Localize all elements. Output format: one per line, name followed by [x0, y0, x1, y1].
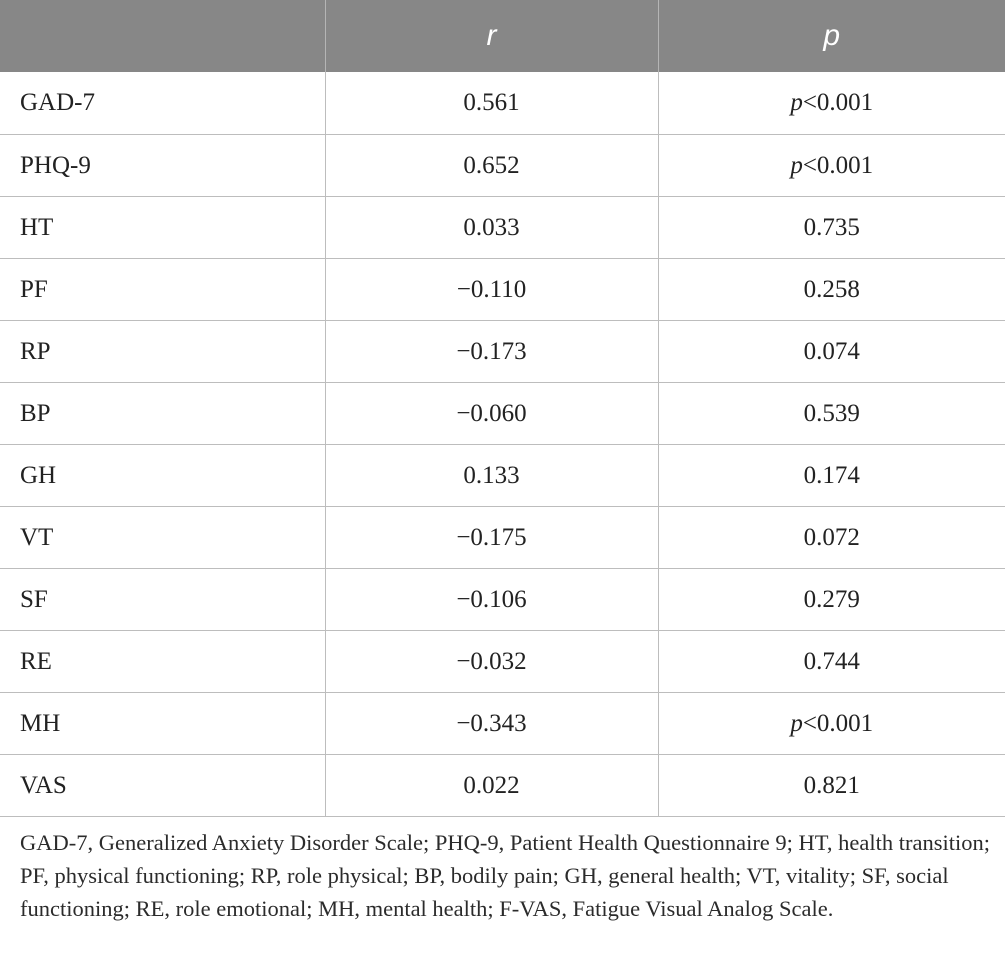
p-value: 0.174: [803, 461, 860, 489]
p-value-cell: [658, 197, 1005, 259]
table-row: [0, 259, 1005, 321]
p-value: 0.539: [803, 399, 860, 427]
row-label: PHQ-9: [0, 135, 325, 197]
table-row: [0, 755, 1005, 817]
row-label: GAD-7: [0, 72, 325, 135]
header-r: r: [325, 0, 658, 72]
p-value-cell: [658, 507, 1005, 569]
p-value: 0.744: [803, 647, 860, 675]
r-value: −0.060: [325, 383, 658, 445]
table-row: [0, 383, 1005, 445]
p-value-cell: [658, 321, 1005, 383]
row-label: BP: [0, 383, 325, 445]
row-label: VAS: [0, 755, 325, 817]
row-label: PF: [0, 259, 325, 321]
p-value: 0.279: [803, 585, 860, 613]
row-label: RP: [0, 321, 325, 383]
table-row: [0, 135, 1005, 197]
row-label: HT: [0, 197, 325, 259]
header-p: p: [658, 0, 1005, 72]
r-value: −0.032: [325, 631, 658, 693]
r-value: −0.343: [325, 693, 658, 755]
p-value-cell: [658, 259, 1005, 321]
p-value-cell: [658, 383, 1005, 445]
r-value: 0.022: [325, 755, 658, 817]
table-footnote: GAD-7, Generalized Anxiety Disorder Scale; PHQ-9, Patient Health Questionnaire 9; HT, health transition; PF, physical functioning; RP, role physical; BP, bodily pain; GH, general health; VT, vitality; SF, social functioning; RE, role emotional; MH, mental health; F-VAS, Fatigue Visual Analog Scale.: [20, 830, 990, 921]
table-row: [0, 631, 1005, 693]
table-row: [0, 569, 1005, 631]
p-symbol: p: [790, 151, 803, 179]
p-value: <0.001: [802, 151, 874, 179]
table-header-row: [0, 0, 1005, 72]
row-label: RE: [0, 631, 325, 693]
r-value: 0.561: [325, 72, 658, 135]
r-value: −0.106: [325, 569, 658, 631]
p-value: <0.001: [802, 89, 874, 116]
table-row: [0, 693, 1005, 755]
row-label: VT: [0, 507, 325, 569]
r-value: 0.033: [325, 197, 658, 259]
p-value-cell: [658, 631, 1005, 693]
p-value: 0.072: [803, 523, 860, 551]
table-row: [0, 507, 1005, 569]
p-symbol: p: [790, 709, 803, 737]
p-value-cell: [658, 755, 1005, 817]
r-value: 0.133: [325, 445, 658, 507]
p-value-cell: [658, 72, 1005, 135]
table-row: [0, 321, 1005, 383]
p-value: 0.821: [803, 771, 860, 799]
r-value: −0.173: [325, 321, 658, 383]
p-value: 0.258: [803, 275, 860, 303]
p-value: 0.735: [803, 213, 860, 241]
p-value-cell: [658, 135, 1005, 197]
r-value: −0.175: [325, 507, 658, 569]
row-label: GH: [0, 445, 325, 507]
row-label: SF: [0, 569, 325, 631]
header-variable: [0, 0, 325, 72]
r-value: −0.110: [325, 259, 658, 321]
table-row: [0, 72, 1005, 135]
p-symbol: p: [790, 89, 803, 116]
r-value: 0.652: [325, 135, 658, 197]
p-value-cell: [658, 569, 1005, 631]
p-value: <0.001: [802, 709, 874, 737]
p-value: 0.074: [803, 337, 860, 365]
table-row: [0, 197, 1005, 259]
table-row: [0, 445, 1005, 507]
p-value-cell: [658, 445, 1005, 507]
row-label: MH: [0, 693, 325, 755]
p-value-cell: [658, 693, 1005, 755]
